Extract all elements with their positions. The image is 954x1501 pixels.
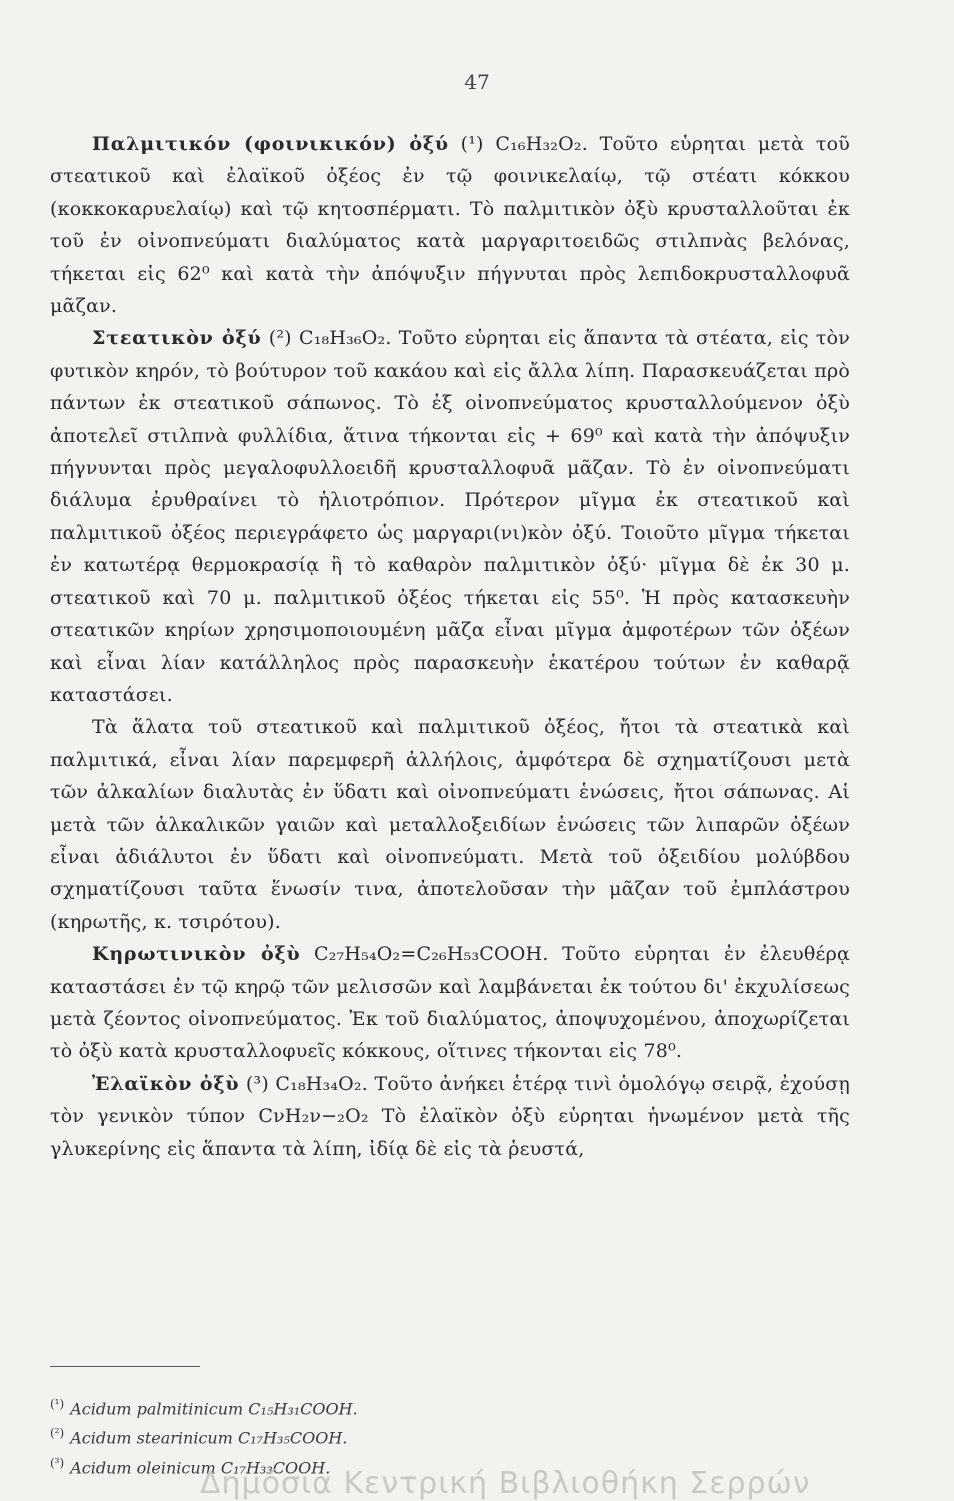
headword-cerotic: Κηρωτινικὸν ὀξὺ — [92, 943, 301, 966]
footnote — [50, 1421, 850, 1450]
footnote-text: Acidum oleinicum C₁₇H₃₃COOH. — [70, 1457, 331, 1477]
body-text — [50, 128, 850, 1165]
paragraph-stearic — [50, 322, 850, 711]
footnote-separator — [50, 1366, 200, 1367]
paragraph-text: C₂₇H₅₄O₂=C₂₆H₅₃COOH. Τοῦτο εὑρηται ἐν ἐλευθέρᾳ καταστάσει ἐν τῷ κηρῷ τῶν μελισσῶν καὶ λαμβάνεται ἐκ τούτου δι' ἐκχυλίσεως μετὰ ζέοντος οἰνοπνεύματος. Ἐκ τοῦ διαλύματος, ἀποψυχομένου, ἀποχωρίζεται τὸ ὀξὺ κατὰ κρυσταλλοφυεῖς κόκκους, οἵτινες τήκονται εἰς 78⁰. — [50, 943, 850, 1063]
paragraph-text: (²) C₁₈H₃₆O₂. Τοῦτο εὑρηται εἰς ἅπαντα τὰ στέατα, εἰς τὸν φυτικὸν κηρόν, τὸ βούτυρον τοῦ κακάου καὶ εἰς ἄλλα λίπη. Παρασκευάζεται πρὸ πάντων ἐκ στεατικοῦ σάπωνος. Τὸ ἐξ οἰνοπνεύματος κρυσταλλούμενον ὀξὺ ἀποτελεῖ στιλπνὰ φυλλίδια, ἅτινα τήκονται εἰς + 69⁰ καὶ κατὰ τὴν ἀπόψυξιν πήγνυνται πρὸς μεγαλοφυλλοειδῆ κρυσταλλοφυᾶ μᾶζαν. Τὸ ἐν οἰνοπνεύματι διάλυμα ἐρυθραίνει τὸ ἡλιοτρόπιον. Πρότερον μῖγμα ἐκ στεατικοῦ καὶ παλμιτικοῦ ὀξέος περιεγράφετο ὡς μαργαρι(νι)κὸν ὀξύ. Τοιοῦτο μῖγμα τήκεται ἐν κατωτέρᾳ θερμοκρασίᾳ ἢ τὸ καθαρὸν παλμιτικὸν ὀξύ· μῖγμα δὲ ἐκ 30 μ. στεατικοῦ καὶ 70 μ. παλμιτικοῦ ὀξέος τήκεται εἰς 55⁰. Ἡ πρὸς κατασκευὴν στεατικῶν κηρίων χρησιμοποιουμένη μᾶζα εἶναι μῖγμα ἀμφοτέρων τῶν ὀξέων καὶ εἶναι λίαν κατάλληλος πρὸς παρασκευὴν ἑκατέρου τούτων ἐν καθαρᾷ καταστάσει. — [50, 327, 850, 706]
paragraph-salts — [50, 711, 850, 938]
footnote-mark: (²) — [50, 1426, 65, 1441]
paragraph-oleic — [50, 1068, 850, 1165]
page-number: 47 — [464, 70, 490, 94]
library-watermark: Δημόσια Κεντρική Βιβλιοθήκη Σερρών — [200, 1466, 811, 1501]
paragraph-text: (¹) C₁₆H₃₂O₂. Τοῦτο εὑρηται μετὰ τοῦ στεατικοῦ καὶ ἐλαϊκοῦ ὀξέος ἐν τῷ φοινικελαίῳ, τῷ στέατι κόκκου (κοκκοκαρυελαίῳ) καὶ τῷ κητοσπέρματι. Τὸ παλμιτικὸν ὀξὺ κρυσταλλοῦται ἐκ τοῦ ἐν οἰνοπνεύματι διαλύματος κατὰ μαργαριτοειδῶς στιλπνὰς βελόνας, τήκεται εἰς 62⁰ καὶ κατὰ τὴν ἀπόψυξιν πήγνυται πρὸς λεπιδοκρυσταλλοφυᾶ μᾶζαν. — [50, 133, 850, 318]
headword-stearic: Στεατικὸν ὀξύ — [92, 327, 262, 350]
paragraph-cerotic — [50, 938, 850, 1068]
footnote-mark: (³) — [50, 1455, 65, 1470]
footnote — [50, 1392, 850, 1421]
paragraph-text: (³) C₁₈H₃₄O₂. Τοῦτο ἀνήκει ἑτέρᾳ τινὶ ὁμολόγῳ σειρᾷ, ἐχούσῃ τὸν γενικὸν τύπον CνH₂ν−₂O₂ Τὸ ἐλαϊκὸν ὀξὺ εὑρηται ἡνωμένον μετὰ τῆς γλυκερίνης εἰς ἅπαντα τὰ λίπη, ἰδίᾳ δὲ εἰς τὰ ῥευστά, — [50, 1072, 850, 1160]
paragraph-text: Τὰ ἅλατα τοῦ στεατικοῦ καὶ παλμιτικοῦ ὀξέος, ἤτοι τὰ στεατικὰ καὶ παλμιτικά, εἶναι λίαν παρεμφερῆ ἀλλήλοις, ἀμφότερα δὲ σχηματίζουσι μετὰ τῶν ἀλκαλίων διαλυτὰς ἐν ὕδατι καὶ οἰνοπνεύματι ἑνώσεις, ἤτοι σάπωνας. Αἱ μετὰ τῶν ἀλκαλικῶν γαιῶν καὶ μεταλλοξειδίων ἑνώσεις τῶν λιπαρῶν ὀξέων εἶναι ἀδιάλυτοι ἐν ὕδατι καὶ οἰνοπνεύματι. Μετὰ τοῦ ὀξειδίου μολύβδου σχηματίζουσι ταῦτα ἕνωσίν τινα, ἀποτελοῦσαν τὴν μᾶζαν τοῦ ἐμπλάστρου (κηρωτῆς, κ. τσιρότου). — [50, 716, 850, 933]
paragraph-palmitic — [50, 128, 850, 322]
footnote-mark: (¹) — [50, 1397, 65, 1411]
footnote-text: Acidum palmitinicum C₁₅H₃₁COOH. — [70, 1399, 358, 1419]
footnote-text: Acidum stearinicum C₁₇H₃₅COOH. — [70, 1428, 348, 1448]
headword-oleic: Ἐλαϊκὸν ὀξὺ — [92, 1072, 240, 1095]
headword-palmitic: Παλμιτικόν (φοινικικόν) ὀξύ — [92, 133, 449, 155]
